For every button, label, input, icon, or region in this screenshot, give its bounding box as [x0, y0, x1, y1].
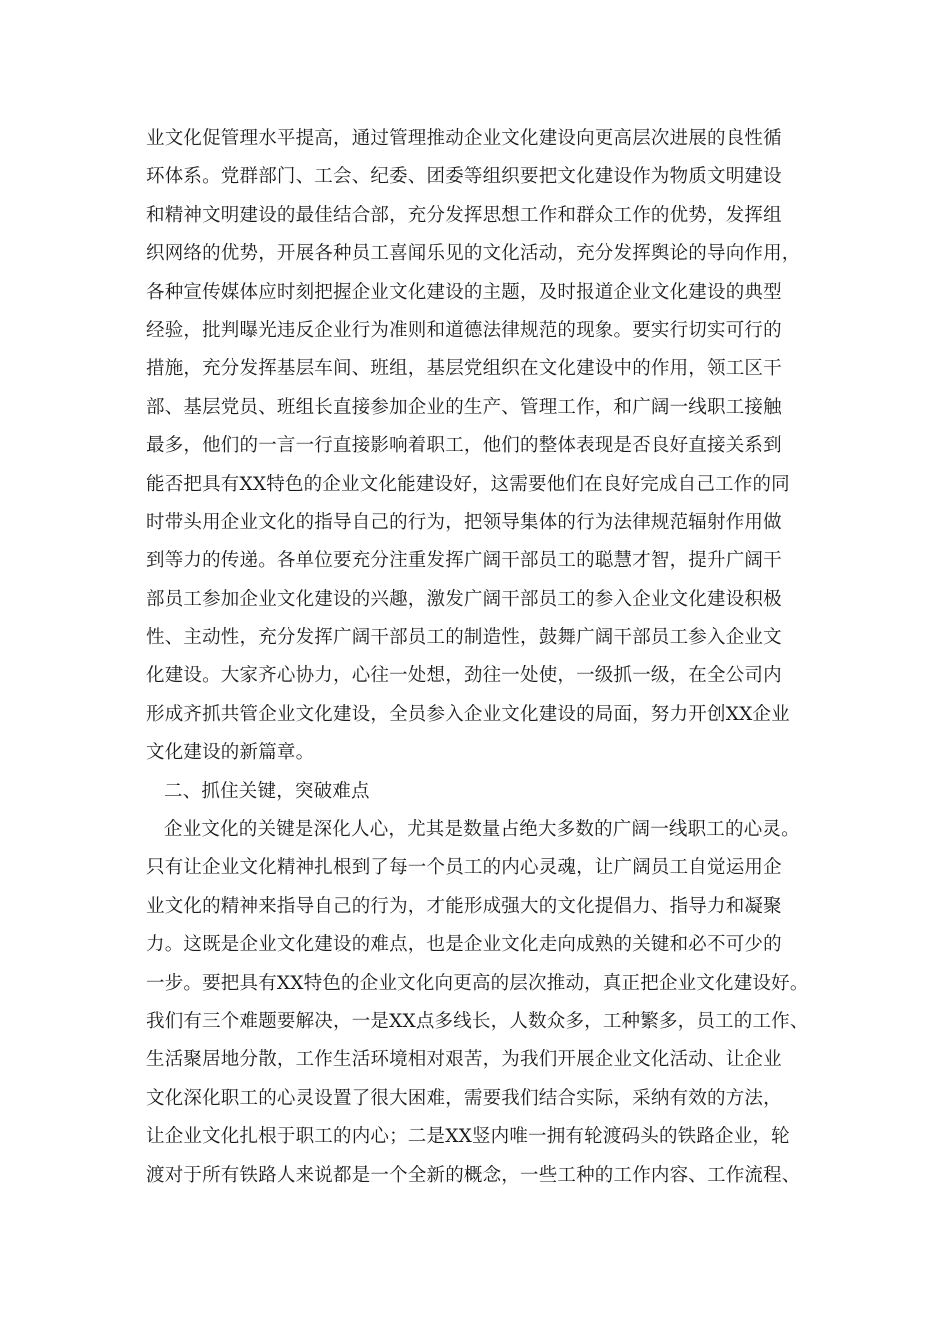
text-line: 性、主动性，充分发挥广阔干部员工的制造性，鼓舞广阔干部员工参入企业文 [146, 627, 782, 649]
text-line: 部、基层党员、班组长直接参加企业的生产、管理工作，和广阔一线职工接触 [146, 396, 782, 418]
text-line: 业文化促管理水平提高，通过管理推动企业文化建设向更高层次进展的良性循 [146, 128, 782, 149]
text-line: 措施，充分发挥基层车间、班组，基层党组织在文化建设中的作用，领工区干 [146, 358, 782, 380]
text-line: 环体系。党群部门、工会、纪委、团委等组织要把文化建设作为物质文明建设 [146, 166, 782, 188]
text-line: 化建设。大家齐心协力，心往一处想，劲往一处使，一级抓一级，在全公司内 [146, 665, 782, 687]
text-line: 各种宣传媒体应时刻把握企业文化建设的主题，及时报道企业文化建设的典型 [146, 281, 782, 303]
text-line: 织网络的优势，开展各种员工喜闻乐见的文化活动，充分发挥舆论的导向作用， [146, 243, 801, 265]
text-line: 力。这既是企业文化建设的难点，也是企业文化走向成熟的关键和必不可少的 [146, 934, 782, 956]
text-line: 部员工参加企业文化建设的兴趣，激发广阔干部员工的参入企业文化建设积极 [146, 588, 782, 610]
text-line: 最多，他们的一言一行直接影响着职工，他们的整体表现是否良好直接关系到 [146, 435, 782, 457]
text-line: 业文化的精神来指导自己的行为，才能形成强大的文化提倡力、指导力和凝聚 [146, 895, 782, 917]
text-line: 让企业文化扎根于职工的内心；二是XX竖内唯一拥有轮渡码头的铁路企业，轮 [146, 1126, 790, 1148]
text-line: 能否把具有XX特色的企业文化能建设好，这需要他们在良好完成自己工作的同 [146, 473, 790, 495]
text-line: 形成齐抓共管企业文化建设，全员参入企业文化建设的局面，努力开创XX企业 [146, 703, 790, 725]
text-line: 文化建设的新篇章。 [146, 742, 315, 764]
text-line: 经验，批判曝光违反企业行为准则和道德法律规范的现象。要实行切实可行的 [146, 319, 782, 341]
text-line: 渡对于所有铁路人来说都是一个全新的概念，一些工种的工作内容、工作流程、 [146, 1164, 801, 1186]
text-line: 只有让企业文化精神扎根到了每一个员工的内心灵魂，让广阔员工自觉运用企 [146, 857, 782, 879]
paragraph-first-line: 企业文化的关键是深化人心，尤其是数量占绝大多数的广阔一线职工的心灵。 [164, 819, 800, 841]
body-text [146, 120, 816, 1195]
text-line: 我们有三个难题要解决，一是XX点多线长，人数众多，工种繁多，员工的工作、 [146, 1010, 809, 1032]
text-line: 生活聚居地分散，工作生活环境相对艰苦，为我们开展企业文化活动、让企业 [146, 1049, 782, 1071]
text-line: 文化深化职工的心灵设置了很大困难，需要我们结合实际，采纳有效的方法， [146, 1087, 782, 1109]
text-line: 到等力的传递。各单位要充分注重发挥广阔干部员工的聪慧才智，提升广阔干 [146, 550, 782, 572]
text-line: 一步。要把具有XX特色的企业文化向更高的层次推动，真正把企业文化建设好。 [146, 972, 809, 994]
section-heading: 二、抓住关键，突破难点 [164, 780, 370, 802]
text-line: 时带头用企业文化的指导自己的行为，把领导集体的行为法律规范辐射作用做 [146, 511, 782, 533]
text-line: 和精神文明建设的最佳结合部，充分发挥思想工作和群众工作的优势，发挥组 [146, 204, 782, 226]
